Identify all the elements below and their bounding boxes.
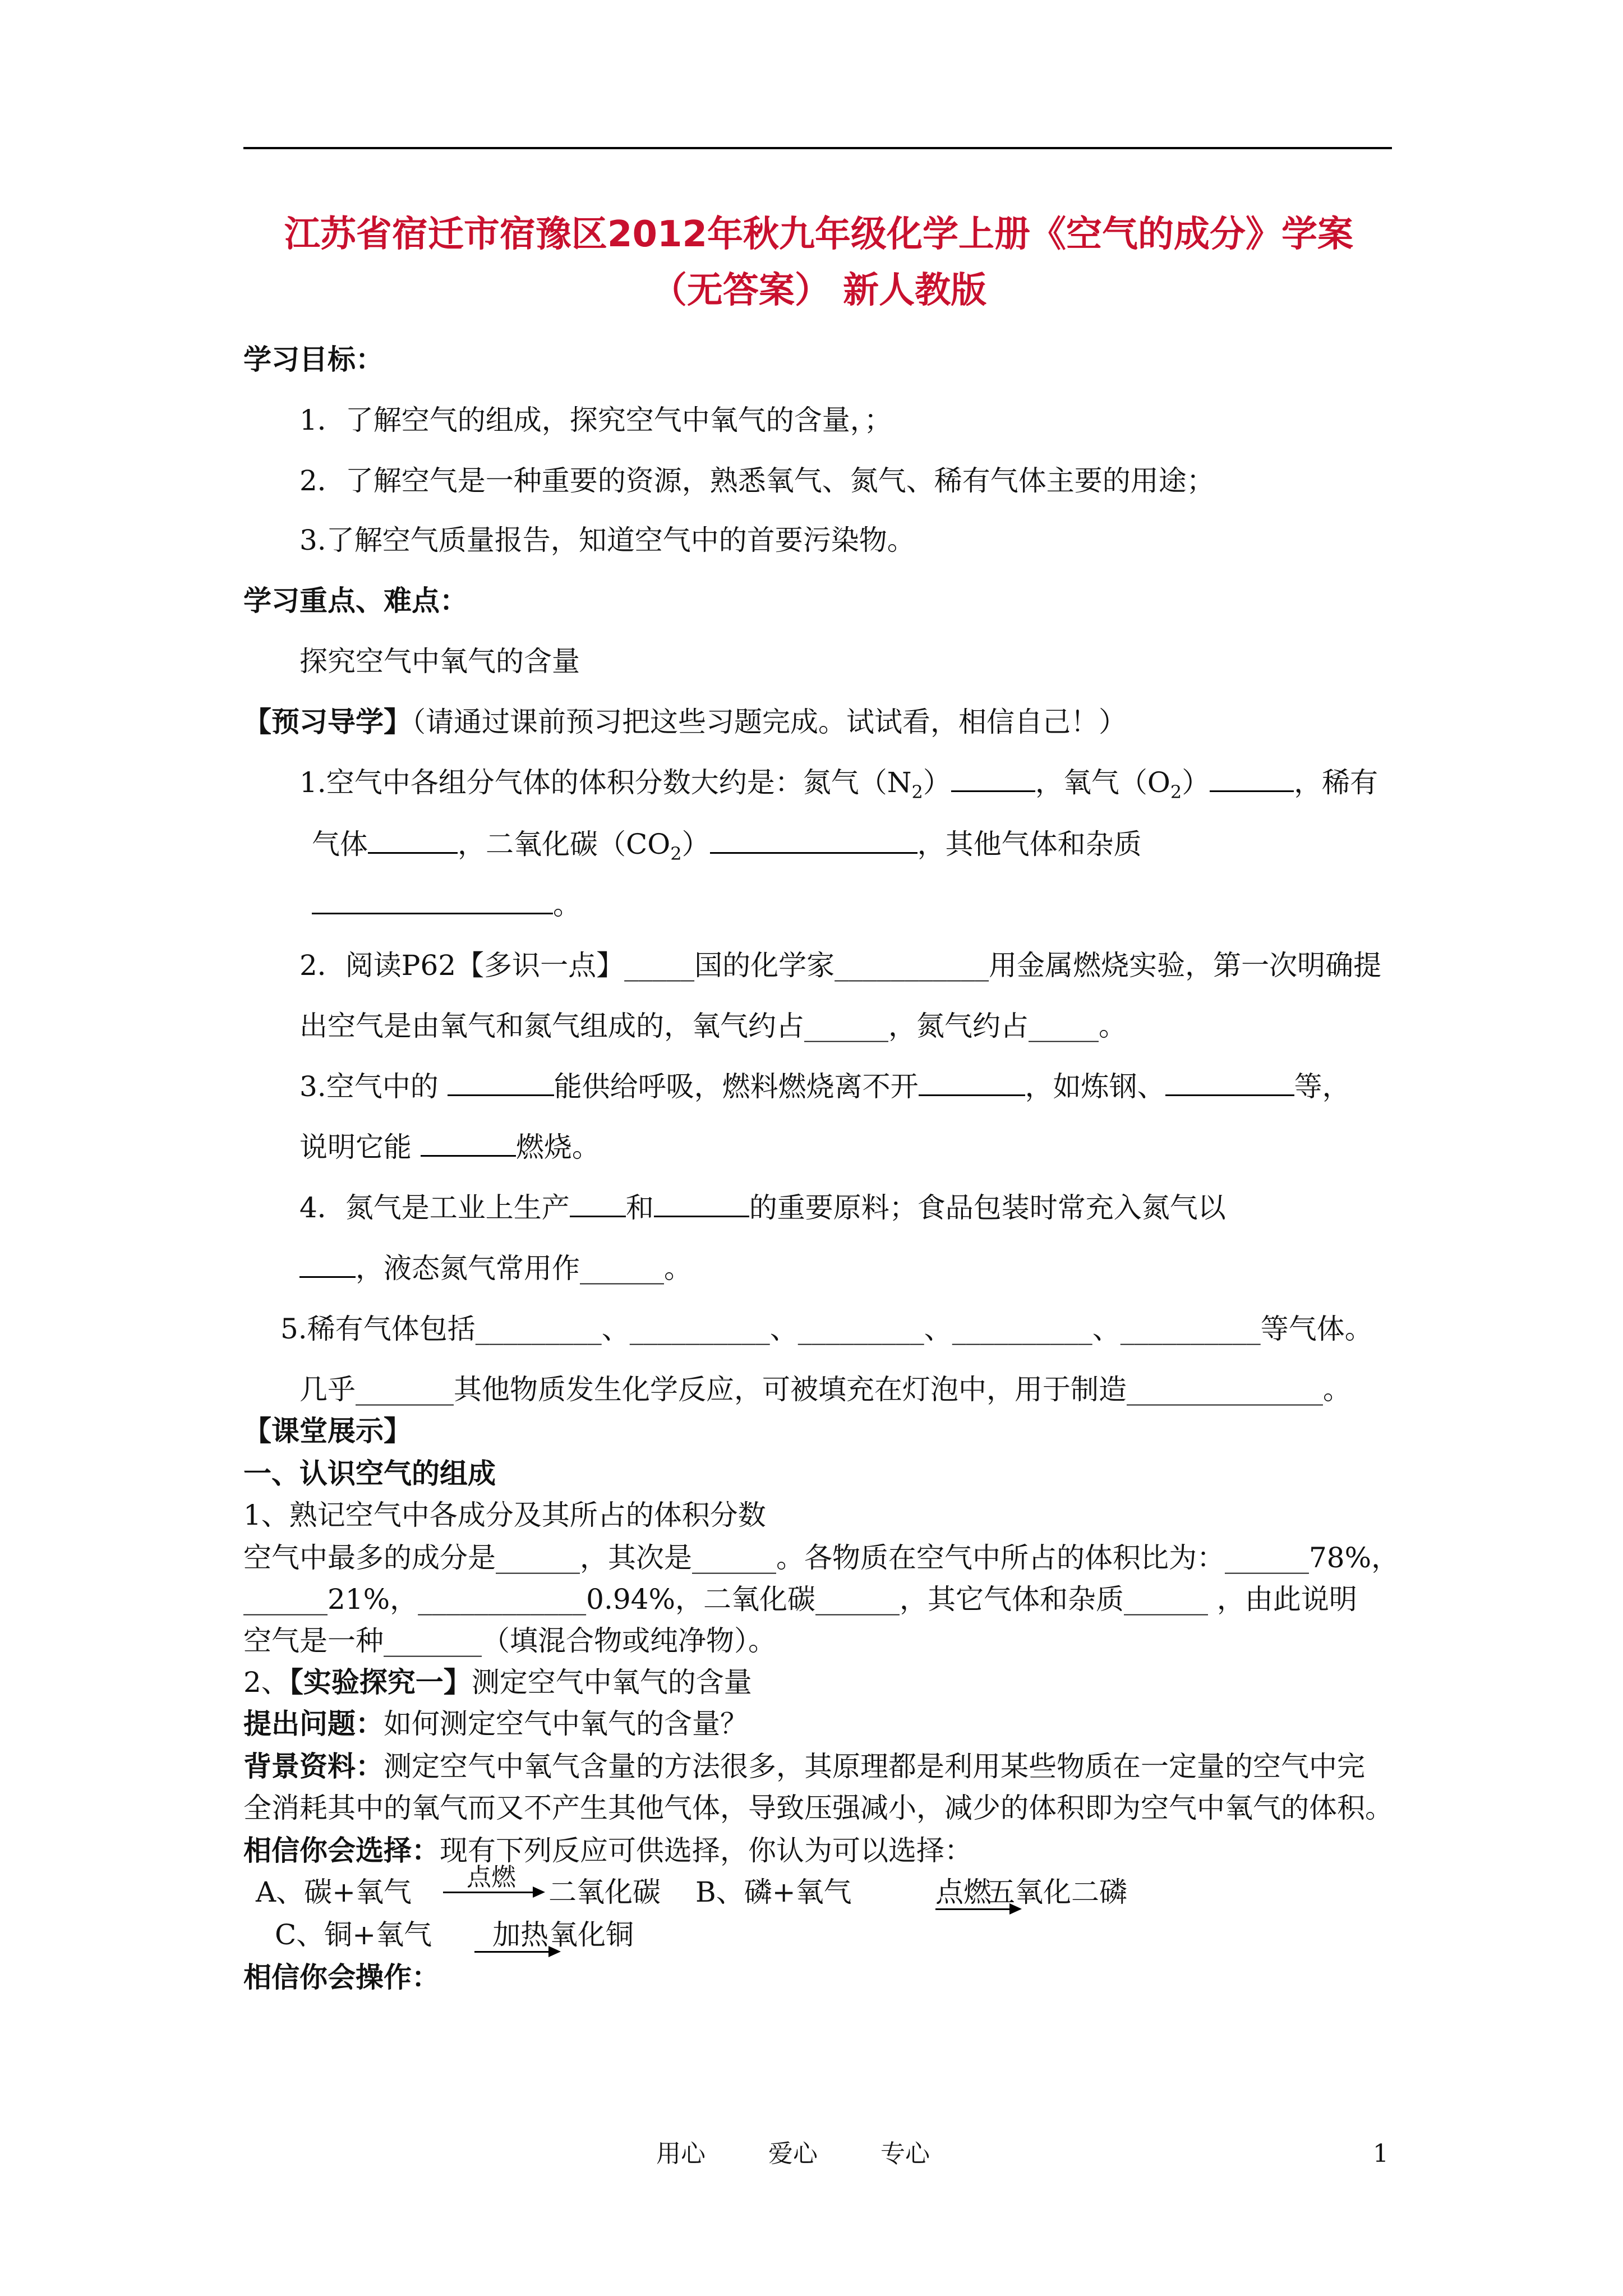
section-1-heading: 一、认识空气的组成 xyxy=(243,1457,496,1490)
objective-item: 3.了解空气质量报告，知道空气中的首要污染物。 xyxy=(299,524,915,556)
page-number: 1 xyxy=(1373,2139,1389,2168)
answer-blank[interactable] xyxy=(919,1070,1025,1096)
question-3-line1: 3.空气中的 能供给呼吸，燃料燃烧离不开 ，如炼钢、 等， xyxy=(299,1070,1350,1103)
objective-item: 2．了解空气是一种重要的资源，熟悉氧气、氮气、稀有气体主要的用途； xyxy=(299,464,1215,497)
reaction-c-reactants: C、铜+氧气 xyxy=(275,1918,432,1951)
answer-blank[interactable] xyxy=(710,827,917,854)
reaction-arrow xyxy=(474,1951,559,1953)
operate-heading: 相信你会操作： xyxy=(243,1961,440,1994)
answer-blank[interactable] xyxy=(570,1191,626,1217)
footer-motto-3: 专心 xyxy=(880,2139,930,2168)
question-4-line1: 4．氮气是工业上生产 和 的重要原料；食品包装时常充入氮气以 xyxy=(299,1191,1226,1224)
key-points-heading: 学习重点、难点： xyxy=(243,585,468,617)
reaction-arrow xyxy=(443,1892,543,1893)
key-points-text: 探究空气中氧气的含量 xyxy=(299,645,580,678)
answer-blank[interactable] xyxy=(1210,766,1294,792)
document-title-line2: （无答案） 新人教版 xyxy=(651,270,987,311)
question-3-line2: 说明它能 燃烧。 xyxy=(299,1131,600,1163)
objective-item: 1．了解空气的组成，探究空气中氧气的含量，； xyxy=(299,404,892,436)
answer-blank[interactable] xyxy=(951,766,1035,792)
question-5-line1: 5.稀有气体包括_________、__________、_________、__________、__________等气体。 xyxy=(280,1313,1373,1345)
question-2-line2: 出空气是由氧气和氮气组成的，氧气约占______，氮气约占_____。 xyxy=(299,1010,1127,1042)
reaction-c-condition: 加热 xyxy=(492,1918,548,1951)
question-1-line1: 1.空气中各组分气体的体积分数大约是：氮气$(N_2)$ ，氧气$(O_2)$ ，稀有 xyxy=(299,766,1378,803)
answer-blank[interactable] xyxy=(299,1251,356,1278)
reaction-a-reactants: A、碳+氧气 xyxy=(256,1876,412,1908)
header-rule xyxy=(243,147,1392,149)
answer-blank[interactable] xyxy=(368,827,458,854)
preview-intro: （请通过课前预习把这些习题完成。试试看，相信自己！） xyxy=(412,706,1127,738)
answer-blank[interactable] xyxy=(421,1130,516,1157)
answer-blank[interactable] xyxy=(654,1191,749,1217)
classroom-heading: 【课堂展示】 xyxy=(243,1415,412,1447)
preview-heading: 【预习导学】 xyxy=(243,706,412,738)
footer-motto-2: 爱心 xyxy=(768,2139,818,2168)
objectives-heading: 学习目标： xyxy=(243,343,384,376)
background-line2: 全消耗其中的氧气而又不产生其他气体，导致压强减小，减少的体积即为空气中氧气的体积。 xyxy=(243,1792,1393,1824)
composition-line2: ______21%，____________0.94%，二氧化碳______，其它气体和杂质______ ，由此说明 xyxy=(243,1583,1357,1616)
reaction-b-reactants: B、磷+氧气 xyxy=(695,1876,852,1908)
composition-line1: 空气中最多的成分是______，其次是______。各物质在空气中所占的体积比为：______78%， xyxy=(243,1542,1400,1574)
preview-intro-line xyxy=(243,705,1127,739)
subsection-1-heading: 1、熟记空气中各成分及其所占的体积分数 xyxy=(243,1499,766,1531)
reaction-a-condition: 点燃 xyxy=(467,1863,516,1892)
question-1-line3: 。 xyxy=(312,887,581,922)
question-line: 提出问题：如何测定空气中氧气的含量？ xyxy=(243,1708,748,1740)
answer-blank[interactable] xyxy=(1165,1070,1294,1096)
reaction-b-product: 五氧化二磷 xyxy=(987,1876,1127,1908)
answer-blank[interactable] xyxy=(312,888,553,914)
question-4-line2: ，液态氮气常用作______。 xyxy=(299,1251,692,1286)
answer-blank[interactable] xyxy=(448,1070,554,1096)
question-2-line1: 2．阅读P62【多识一点】_____国的化学家___________用金属燃烧实验，第一次明确提 xyxy=(299,949,1382,982)
reaction-b-condition: 点燃 xyxy=(935,1876,992,1908)
choose-line: 相信你会选择：现有下列反应可供选择，你认为可以选择： xyxy=(243,1834,972,1867)
reaction-c-product: 氧化铜 xyxy=(550,1918,634,1951)
composition-line3: 空气是一种_______（填混合物或纯净物）。 xyxy=(243,1625,776,1657)
experiment-1-heading: 2、【实验探究一】测定空气中氧气的含量 xyxy=(243,1666,752,1699)
footer-motto-1: 用心 xyxy=(656,2139,706,2168)
background-line1: 背景资料：测定空气中氧气含量的方法很多，其原理都是利用某些物质在一定量的空气中完 xyxy=(243,1750,1365,1783)
question-5-line2: 几乎_______其他物质发生化学反应，可被填充在灯泡中，用于制造______________。 xyxy=(299,1373,1351,1406)
reaction-a-product: 二氧化碳 xyxy=(548,1876,661,1908)
question-1-line2: 气体 ，二氧化碳$(CO_2)$ ，其他气体和杂质 xyxy=(312,828,1142,864)
document-title-line1: 江苏省宿迁市宿豫区2012年秋九年级化学上册《空气的成分》学案 xyxy=(284,214,1354,255)
